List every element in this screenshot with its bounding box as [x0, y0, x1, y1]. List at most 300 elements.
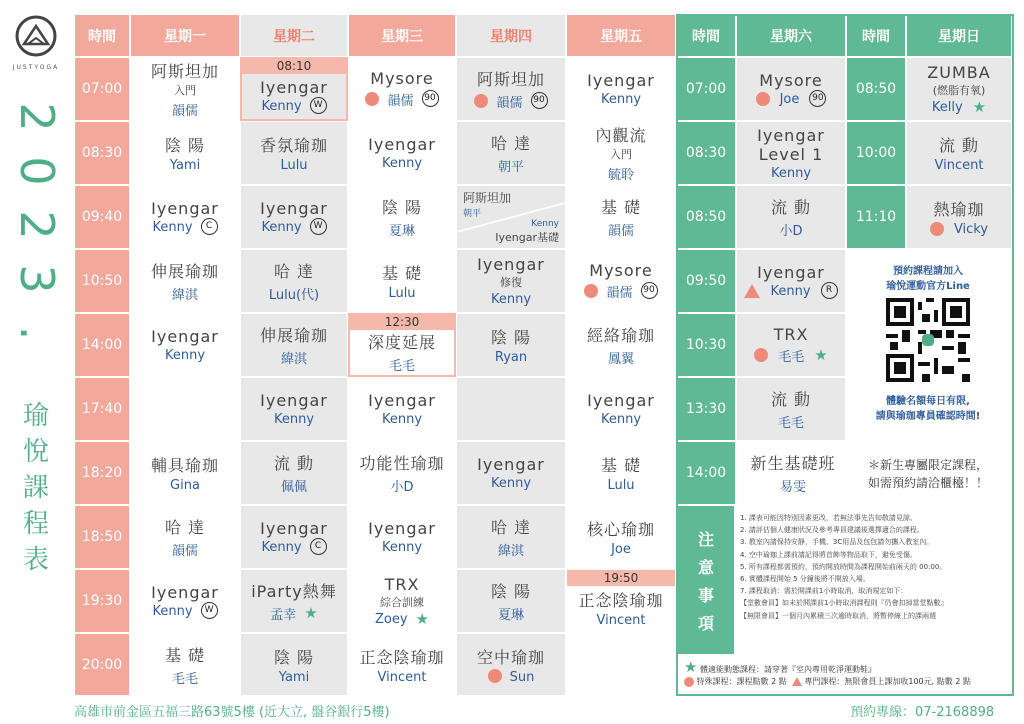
teacher-name: 小D: [779, 224, 803, 239]
header-fri: 星期五: [566, 14, 676, 57]
class-cell-thu[interactable]: [456, 633, 566, 696]
class-title: 阿斯坦加: [463, 191, 512, 205]
teacher-line: [131, 218, 239, 235]
class-title: Iyengar: [260, 199, 328, 218]
legend-special: 特殊課程：課程點數 2 點: [696, 677, 787, 686]
teacher-name: 毛毛: [778, 350, 805, 365]
class-cell-thu[interactable]: [456, 377, 566, 441]
teacher-line: [457, 90, 565, 111]
teacher-name: Yami: [169, 158, 201, 173]
name-char: 悅: [22, 437, 49, 467]
class-badge-icon: 90: [809, 90, 826, 107]
class-title: 阿斯坦加: [476, 70, 545, 89]
teacher-line: [567, 280, 675, 301]
special-dot-icon: [365, 92, 379, 106]
class-badge-icon: R: [821, 282, 838, 299]
class-cell-wed[interactable]: [348, 569, 456, 633]
class-title: 阿斯坦加: [150, 62, 219, 81]
teacher-name: Kenny: [152, 220, 193, 235]
class-title: 基 礎: [600, 456, 642, 475]
teacher-line: [349, 88, 455, 109]
title-char: 2: [10, 210, 64, 240]
class-cell-mon[interactable]: [130, 633, 240, 696]
class-subtitle: 入門: [610, 148, 632, 161]
class-title: 流 動: [770, 390, 812, 409]
class-cell-tue[interactable]: [240, 569, 348, 633]
notes-title-char: 意: [697, 558, 714, 577]
teacher-line: [567, 90, 675, 107]
legend: [680, 656, 1010, 694]
teacher-name: Kenny: [600, 412, 642, 427]
class-subtitle: (燃脂有氧): [932, 83, 986, 97]
teacher-name: Vicky: [953, 222, 989, 237]
time-slot: 08:30: [74, 121, 130, 185]
title-char: 2: [10, 102, 64, 132]
teacher-name: 韻儒: [387, 94, 414, 109]
class-cell-fri[interactable]: [566, 313, 676, 377]
teacher-line: [457, 538, 565, 559]
teacher-name: 毛毛: [171, 671, 198, 687]
teacher-line: [567, 540, 675, 557]
class-cell-fri[interactable]: [566, 185, 676, 249]
qr-code-icon[interactable]: [886, 298, 970, 382]
teacher-name: 韻儒: [171, 544, 198, 559]
class-badge-icon: W: [201, 602, 218, 619]
special-dot-icon: [584, 284, 598, 298]
note-item: 【堂數會員】如未於開課前1小時取消課程則『仍會扣掉當堂點數』: [740, 599, 948, 608]
note-item: 【無限會員】一個月內累積三次逾時取消，將暫停線上的課兩週: [740, 611, 936, 620]
class-cell-wed[interactable]: [348, 505, 456, 569]
teacher-line: [349, 668, 455, 685]
teacher-line: [349, 284, 455, 301]
class-badge-icon: 90: [641, 282, 658, 299]
teacher-line: [131, 602, 239, 619]
teacher-name: 韻儒: [606, 286, 633, 301]
class-title: Iyengar: [260, 78, 328, 97]
note-item: 7. 課程取消：需於開課前1小時取消，取消規定如下：: [740, 587, 908, 596]
class-cell-fri[interactable]: [566, 569, 676, 633]
teacher-name: Vincent: [377, 669, 427, 685]
class-cell-tue[interactable]: [240, 633, 348, 696]
class-cell-thu[interactable]: [456, 185, 566, 249]
teacher-name: Sun: [509, 669, 535, 685]
teacher-line: [241, 156, 347, 173]
sat-time-slot: 09:50: [676, 249, 736, 313]
newbie-note-line2: 如需預約請洽櫃檯！！: [867, 476, 988, 490]
teacher-name: Lulu: [607, 478, 635, 493]
class-title: 深度延展: [367, 333, 436, 352]
class-title: 經絡瑜珈: [586, 326, 655, 345]
class-cell-fri[interactable]: [566, 377, 676, 441]
class-cell-tue[interactable]: [240, 377, 348, 441]
teacher-name: 孟幸: [270, 608, 297, 623]
teacher-name: 毛毛: [388, 359, 415, 374]
teacher-line: [241, 218, 347, 235]
teacher-line: [241, 538, 347, 555]
header-time: 時間: [74, 14, 130, 57]
teacher-line: [457, 602, 565, 623]
teacher-line: [131, 538, 239, 559]
teacher-line: [241, 668, 347, 685]
legend-fitness: 體適能動態課程：請穿著『室內專用乾淨運動鞋』: [700, 665, 876, 674]
sun-time-slot: 08:50: [846, 57, 906, 121]
teacher-name: Kenny: [273, 412, 315, 427]
class-title: 流 動: [273, 454, 315, 473]
class-cell-fri[interactable]: [566, 121, 676, 185]
sun-time-slot: 10:00: [846, 121, 906, 185]
name-char: 程: [22, 509, 49, 539]
class-cell-tue[interactable]: [240, 121, 348, 185]
teacher-line: [567, 218, 675, 239]
class-title: 哈 達: [490, 134, 532, 153]
star-icon: ★: [684, 658, 698, 676]
class-cell-wed[interactable]: [348, 57, 456, 121]
teacher-line: [567, 611, 675, 628]
note-item: 5. 所有課程都需預約，預約開放時間為課程開始前兩天的 00:00。: [740, 562, 947, 571]
time-slot: 18:50: [74, 505, 130, 569]
class-subtitle: 入門: [174, 84, 196, 97]
class-subtitle: Level 1: [758, 144, 824, 164]
time-slot: 10:50: [74, 249, 130, 313]
notes-title: [678, 506, 734, 654]
note-item: 1. 課表可能因特別因素更改，若無法事先告知敬請見諒。: [740, 514, 917, 522]
class-cell-fri[interactable]: [566, 441, 676, 505]
teacher-name: Joe: [611, 542, 631, 557]
teacher-name: 夏琳: [497, 608, 524, 623]
teacher-name: Kenny: [152, 604, 193, 619]
name-char: 瑜: [22, 401, 49, 431]
teacher-line: [131, 98, 239, 119]
class-title: 陰 陽: [164, 136, 206, 155]
teacher-line: [567, 162, 675, 183]
class-title: Iyengar: [477, 255, 545, 274]
notes-title-char: 項: [697, 614, 714, 633]
class-subtitle: 綜合訓練: [380, 595, 424, 609]
class-cell-mon[interactable]: [130, 185, 240, 249]
class-title: 流 動: [770, 198, 812, 217]
class-title: 輔具瑜珈: [150, 456, 219, 475]
class-title: 基 礎: [381, 264, 423, 283]
teacher-line: [131, 476, 239, 493]
logo-text: JUSTYOGA: [12, 64, 60, 71]
teacher-name: 毓聆: [607, 168, 634, 183]
note-item: 2. 請評估個人健康狀況及參考專員建議後選擇適合的課程。: [740, 526, 924, 535]
star-icon: ★: [415, 609, 429, 628]
teacher-name: 易雯: [779, 480, 806, 495]
time-slot: 17:40: [74, 377, 130, 441]
header-time3: 時間: [846, 14, 906, 57]
teacher-name: 夏琳: [388, 224, 415, 239]
class-cell-wed[interactable]: [348, 441, 456, 505]
teacher-name: Lulu: [388, 286, 416, 301]
header-sun: 星期日: [906, 14, 1012, 57]
class-badge-icon: 90: [422, 90, 439, 107]
teacher-name: 緯淇: [497, 544, 524, 559]
class-cell-mon[interactable]: [130, 505, 240, 569]
teacher-name: Kenny: [490, 292, 532, 307]
teacher-name: Lulu(代): [268, 288, 320, 303]
teacher-name: Kenny: [261, 220, 302, 235]
teacher-line: [131, 346, 239, 363]
class-badge-icon: C: [201, 218, 218, 235]
special-dot-icon: [488, 669, 502, 683]
start-time-bar: 12:30: [349, 314, 455, 330]
class-title: 香氛瑜珈: [259, 136, 328, 155]
class-badge-icon: 90: [531, 92, 548, 109]
note-item: 3. 教室內請保持安靜，手機、3C用品及包包請勿攜入教室內。: [740, 538, 934, 547]
teacher-line: [241, 474, 347, 495]
class-cell-tue[interactable]: [240, 441, 348, 505]
class-cell-tue[interactable]: [240, 313, 348, 377]
teacher-line: [241, 346, 347, 367]
class-cell-fri[interactable]: [566, 57, 676, 121]
class-cell-mon[interactable]: [130, 57, 240, 121]
class-cell-mon[interactable]: [130, 441, 240, 505]
class-title: Iyengar: [587, 391, 655, 410]
teacher-name: Vincent: [934, 158, 984, 173]
class-title: 流 動: [938, 136, 980, 155]
notes-list: [734, 508, 1010, 655]
teacher-name: 緯淇: [280, 352, 307, 367]
teacher-line: [457, 668, 565, 685]
class-cell-tue[interactable]: [240, 505, 348, 569]
class-title: Mysore: [759, 71, 823, 90]
teacher-line: [131, 156, 239, 173]
qr-line4: 請與瑜珈專員確認時間!: [875, 411, 981, 422]
class-cell-mon[interactable]: [130, 569, 240, 633]
class-cell-wed[interactable]: [348, 185, 456, 249]
class-badge-icon: C: [310, 538, 327, 555]
class-cell-wed[interactable]: [348, 313, 456, 377]
phone[interactable]: 預約專線：07-2168898: [850, 705, 995, 720]
teacher-line: [349, 610, 455, 628]
header-thu: 星期四: [456, 14, 566, 57]
class-title: 基 礎: [164, 645, 206, 665]
class-cell-thu[interactable]: [456, 569, 566, 633]
teacher-line: [457, 290, 565, 307]
class-cell-fri[interactable]: [566, 505, 676, 569]
class-cell-mon[interactable]: [130, 249, 240, 313]
schedule-name: [8, 398, 64, 578]
logo-icon: [14, 14, 58, 58]
teacher-name: Kenny: [381, 156, 423, 171]
class-subtitle: 修復: [500, 276, 522, 289]
class-cell-thu[interactable]: [456, 441, 566, 505]
dot-icon: [684, 677, 694, 687]
time-slot: 09:40: [74, 185, 130, 249]
teacher-name: 朝平: [463, 209, 482, 219]
newbie-note-line1: ＊新生專屬限定課程，: [867, 458, 988, 472]
class-title: 哈 達: [164, 518, 206, 537]
title-char: .: [10, 325, 64, 341]
teacher-name: Joe: [779, 92, 800, 107]
time-slot: 14:00: [74, 313, 130, 377]
class-title: 核心瑜珈: [586, 520, 655, 539]
class-cell-thu[interactable]: [456, 57, 566, 121]
class-cell-wed[interactable]: [348, 377, 456, 441]
time-slot: 07:00: [74, 57, 130, 121]
class-cell-tue[interactable]: [240, 185, 348, 249]
teacher-name: Kenny: [490, 476, 532, 491]
class-title: 正念陰瑜珈: [578, 591, 664, 610]
year-month-title: [6, 90, 68, 360]
class-title: Iyengar: [477, 455, 545, 474]
sat-time-slot: 14:00: [676, 441, 736, 505]
teacher-name: 韻儒: [496, 96, 523, 111]
teacher-line: [457, 474, 565, 491]
class-title: Iyengar: [368, 135, 436, 154]
notes-title-char: 注: [697, 530, 714, 549]
class-cell-mon[interactable]: [130, 313, 240, 377]
class-cell-thu[interactable]: [456, 505, 566, 569]
class-cell-thu[interactable]: [456, 121, 566, 185]
sat-time-slot: 10:30: [676, 313, 736, 377]
header-time2: 時間: [676, 14, 736, 57]
time-slot: 19:30: [74, 569, 130, 633]
class-title: 陰 陽: [273, 647, 315, 667]
class-title: 熱瑜珈: [933, 200, 985, 219]
star-icon: ★: [304, 603, 318, 622]
justyoga-logo: [14, 14, 58, 64]
class-cell-mon[interactable]: [130, 121, 240, 185]
class-title: Iyengar: [260, 519, 328, 538]
class-cell-fri[interactable]: [566, 249, 676, 313]
teacher-name: 佩佩: [280, 480, 307, 495]
teacher-name: Kenny: [531, 219, 559, 229]
class-title: 陰 陽: [490, 582, 532, 601]
teacher-name: Kenny: [261, 540, 302, 555]
class-title: Iyengar: [368, 391, 436, 410]
class-cell-wed[interactable]: [348, 121, 456, 185]
note-item: 4. 空中瑜珈上課前請記得將首飾等物品取下，避免受傷。: [740, 550, 917, 559]
header-sat: 星期六: [736, 14, 846, 57]
newbie-note: [846, 442, 1010, 506]
teacher-line: [567, 410, 675, 427]
teacher-line: [241, 602, 347, 623]
class-cell-thu[interactable]: [456, 249, 566, 313]
class-title: 陰 陽: [381, 198, 423, 217]
sat-time-slot: 07:00: [676, 57, 736, 121]
teacher-name: Kenny: [770, 284, 811, 299]
class-cell-thu[interactable]: [456, 313, 566, 377]
address: 高雄市前金區五福三路63號5樓 (近大立, 盤谷銀行5樓): [74, 705, 390, 720]
class-cell-wed[interactable]: [348, 633, 456, 696]
class-title: Iyengar: [368, 519, 436, 538]
teacher-line: [567, 346, 675, 367]
class-title: 內觀流: [595, 126, 647, 145]
teacher-name: 毛毛: [777, 416, 804, 431]
teacher-line: [349, 410, 455, 427]
teacher-name: Vincent: [596, 613, 646, 628]
class-title: 伸展瑜珈: [259, 326, 328, 345]
class-cell-tue[interactable]: [240, 57, 348, 121]
legend-expert: 專門課程：無限會員上課加收100元, 點數 2 點: [804, 677, 971, 686]
teacher-name: 韻儒: [171, 104, 198, 119]
teacher-line: [131, 666, 239, 687]
title-char: 0: [10, 156, 64, 186]
time-slot: 18:20: [74, 441, 130, 505]
start-time-bar: 19:50: [567, 570, 675, 586]
class-title: 基 礎: [600, 198, 642, 217]
teacher-line: [457, 348, 565, 365]
sat-time-slot: 13:30: [676, 377, 736, 441]
class-title: 正念陰瑜珈: [359, 647, 445, 667]
class-title: Iyengar基礎: [495, 231, 559, 244]
teacher-name: Kenny: [261, 99, 302, 114]
name-char: 課: [22, 473, 49, 503]
teacher-line: [349, 154, 455, 171]
class-title: TRX: [773, 325, 809, 344]
teacher-line: [241, 97, 347, 114]
teacher-name: Kelly: [931, 100, 963, 115]
start-time-bar: 08:10: [241, 58, 347, 74]
class-title: Iyengar: [757, 125, 825, 145]
triangle-icon: [792, 677, 802, 686]
line-qr-block: [846, 250, 1010, 436]
class-title: Mysore: [370, 69, 434, 88]
teacher-name: Yami: [278, 669, 310, 685]
teacher-name: Ryan: [494, 350, 528, 365]
star-icon: ★: [972, 97, 987, 116]
teacher-name: Kenny: [381, 540, 423, 555]
teacher-name: 鳳翼: [607, 352, 634, 367]
class-title: 新生基礎班: [750, 454, 836, 473]
star-icon: ★: [814, 345, 828, 364]
class-title: ZUMBA: [927, 62, 991, 82]
teacher-name: 朝平: [497, 160, 524, 175]
time-slot: 20:00: [74, 633, 130, 696]
class-title: TRX: [384, 574, 420, 594]
teacher-line: [349, 538, 455, 555]
class-title: Iyengar: [151, 199, 219, 218]
teacher-name: Kenny: [600, 92, 642, 107]
class-title: 空中瑜珈: [476, 647, 545, 667]
note-item: 6. 實體課程開始 5 分鐘後將不開放入場。: [740, 575, 870, 584]
class-title: Iyengar: [260, 391, 328, 410]
class-title: 哈 達: [490, 518, 532, 537]
class-badge-icon: W: [310, 218, 327, 235]
sat-time-slot: 08:30: [676, 121, 736, 185]
qr-line1: 預約課程請加入: [893, 266, 963, 277]
qr-line2: 瑜悅運動官方Line: [886, 281, 970, 292]
teacher-line: [241, 410, 347, 427]
class-title: Iyengar: [151, 327, 219, 346]
class-title: Iyengar: [151, 583, 219, 602]
teacher-name: Lulu: [280, 158, 308, 173]
teacher-line: [131, 282, 239, 303]
class-cell-mon[interactable]: [130, 377, 240, 441]
teacher-name: Kenny: [770, 165, 812, 181]
class-title: iParty熱舞: [251, 582, 337, 601]
teacher-name: 韻儒: [607, 224, 634, 239]
class-title: 功能性瑜珈: [359, 454, 445, 473]
special-dot-icon: [474, 94, 488, 108]
class-title: Mysore: [589, 261, 653, 280]
teacher-name: 緯淇: [171, 288, 198, 303]
class-cell-tue[interactable]: [240, 249, 348, 313]
class-title: Iyengar: [587, 71, 655, 90]
teacher-line: [241, 282, 347, 303]
teacher-name: Kenny: [381, 412, 423, 427]
teacher-name: Gina: [170, 478, 200, 493]
class-title: 陰 陽: [490, 328, 532, 347]
class-cell-fri[interactable]: [566, 633, 676, 696]
qr-line3: 體驗名額每日有限,: [886, 396, 970, 407]
teacher-line: [567, 476, 675, 493]
teacher-line: [349, 474, 455, 495]
class-cell-wed[interactable]: [348, 249, 456, 313]
notes-title-char: 事: [697, 586, 714, 605]
